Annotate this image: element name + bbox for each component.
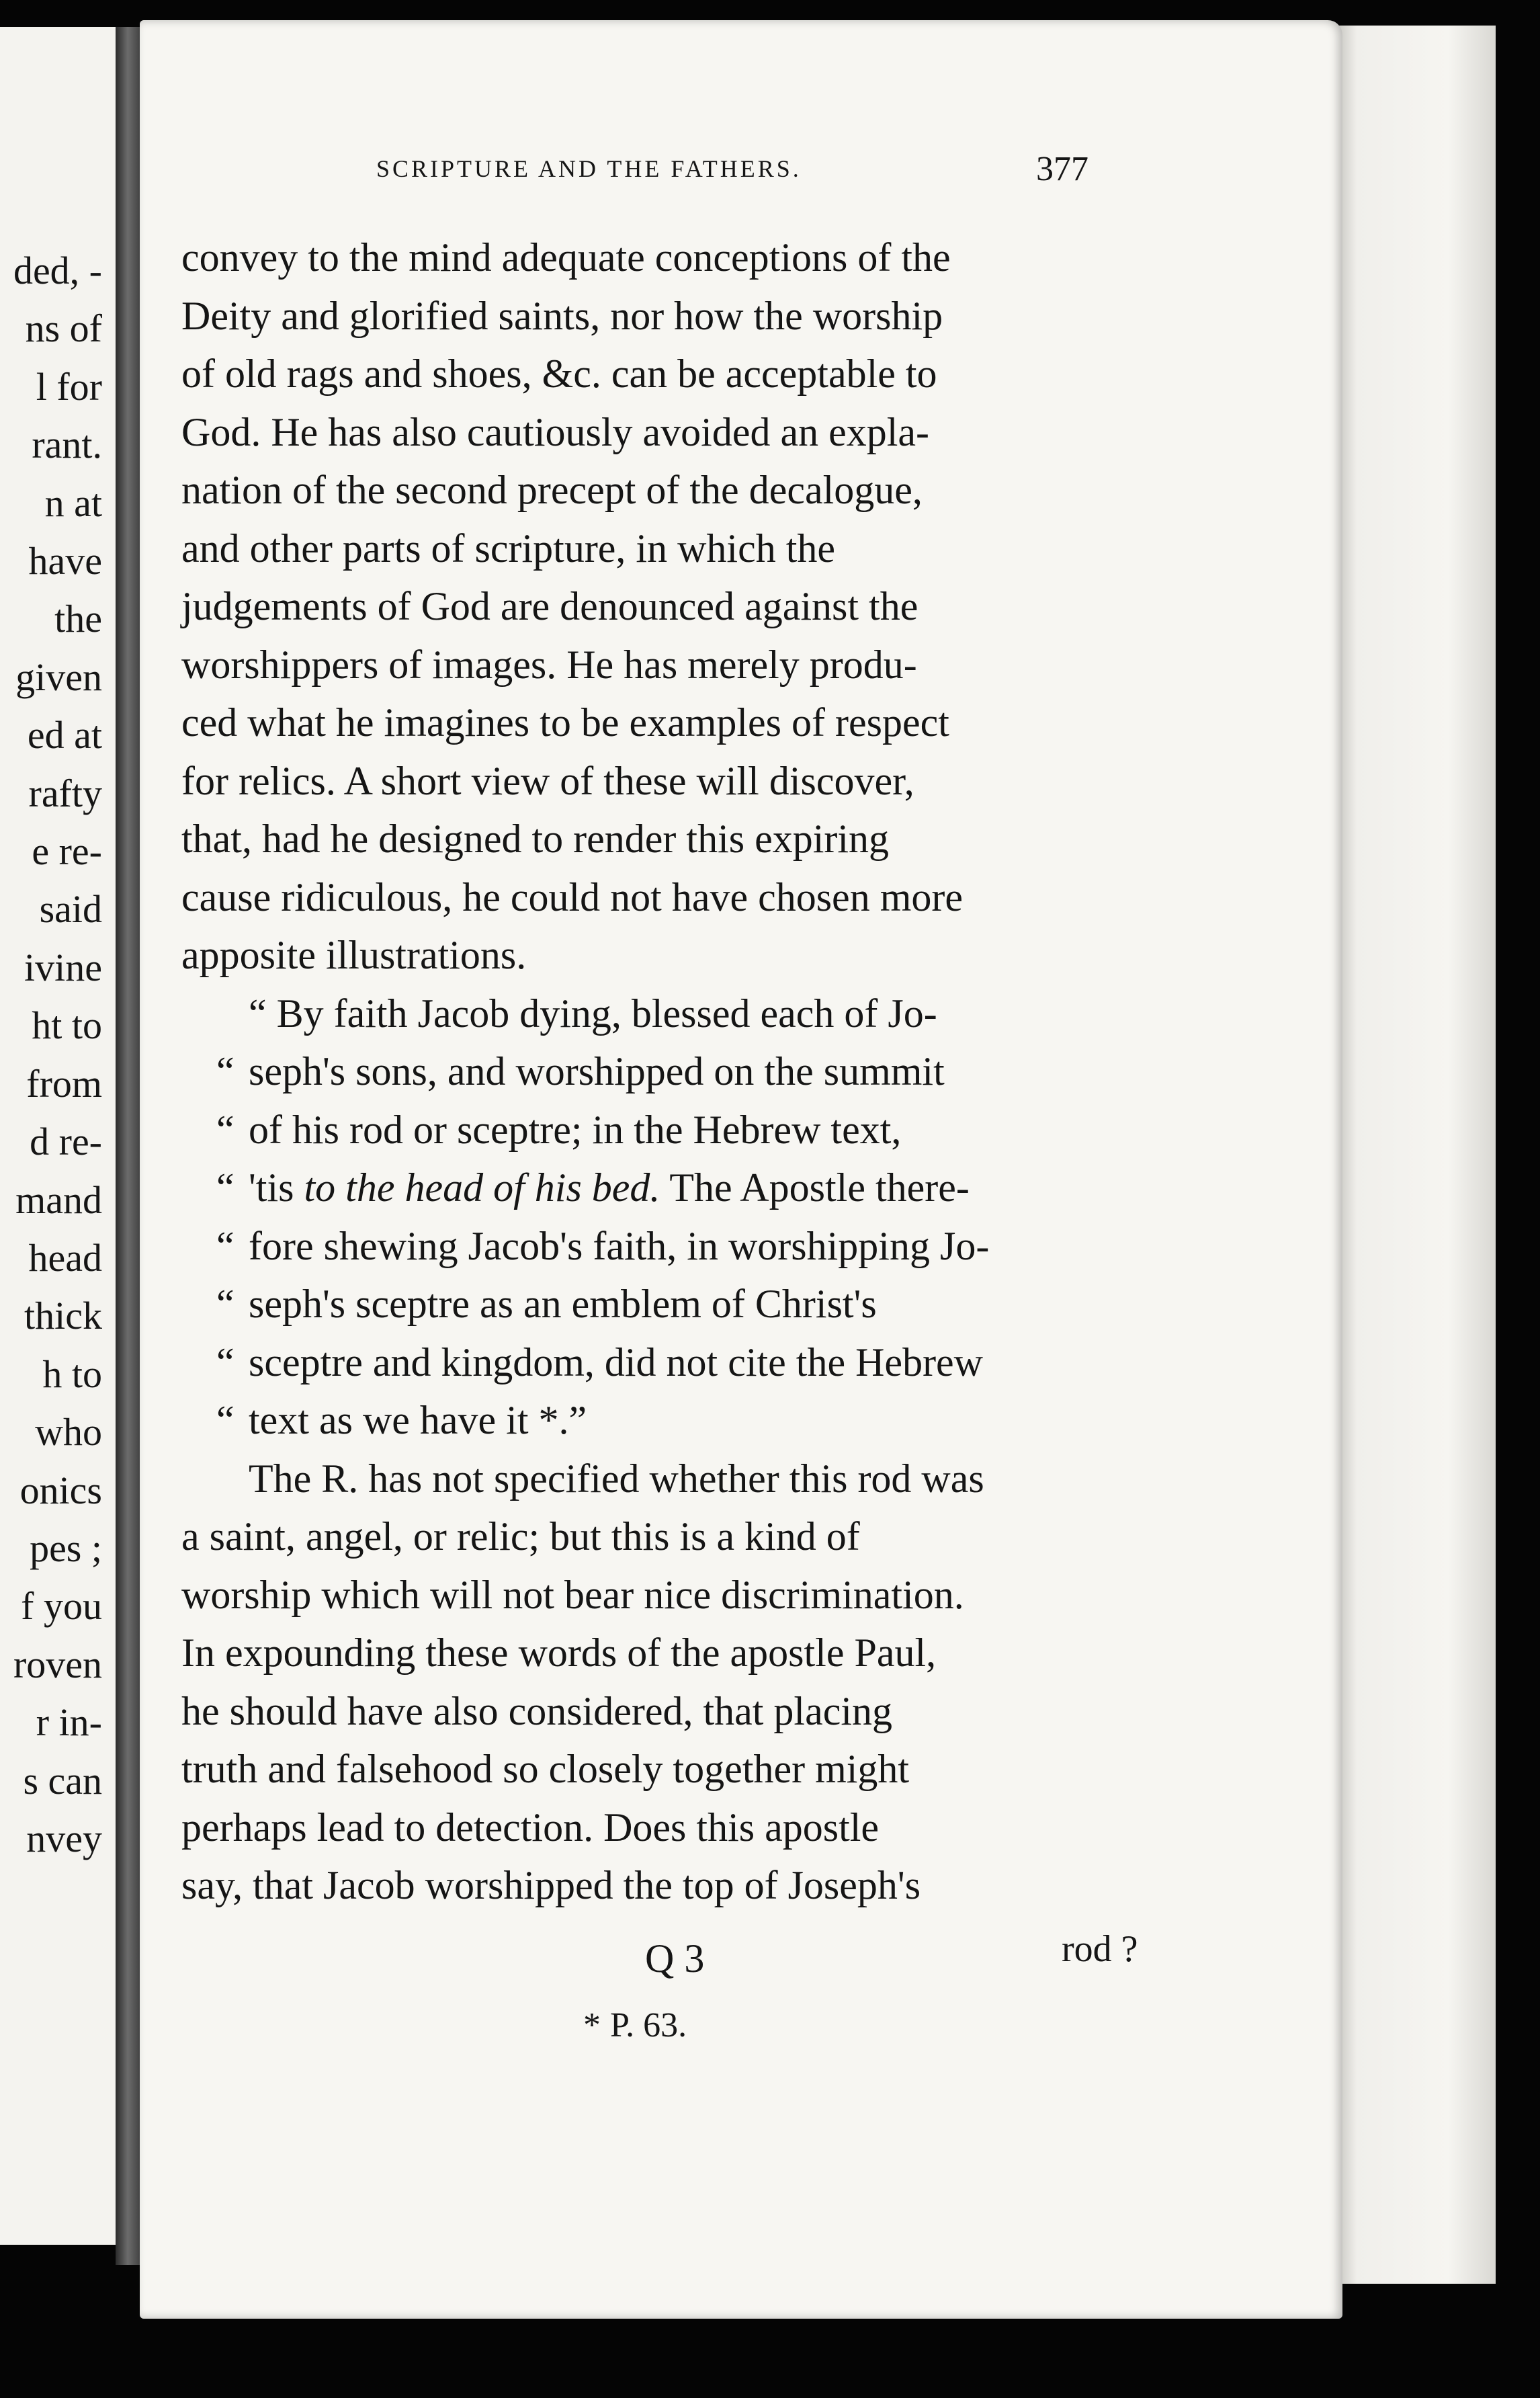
line-text: and other parts of scripture, in which the bbox=[181, 526, 836, 571]
text-line bbox=[181, 345, 1122, 403]
line-text: The Apostle there- bbox=[660, 1165, 970, 1210]
facing-page-line: f you bbox=[21, 1584, 102, 1628]
text-line bbox=[181, 752, 1122, 811]
line-text: seph's sons, and worshipped on the summit bbox=[249, 1049, 945, 1093]
line-text: 'tis bbox=[249, 1165, 304, 1210]
text-line bbox=[181, 1042, 1122, 1101]
facing-page-line: ded, - bbox=[13, 249, 102, 292]
footnote-mark: * bbox=[583, 2006, 601, 2044]
text-line bbox=[181, 926, 1122, 985]
italic-phrase: to the head of his bed. bbox=[304, 1165, 660, 1210]
text-line bbox=[181, 868, 1122, 927]
running-title: SCRIPTURE AND THE FATHERS. bbox=[376, 155, 802, 182]
facing-page-line: d re- bbox=[30, 1120, 102, 1164]
text-line bbox=[181, 1856, 1122, 1915]
facing-page-line: head bbox=[28, 1235, 102, 1280]
facing-page-line: h to bbox=[42, 1352, 102, 1396]
facing-page-line: who bbox=[35, 1410, 102, 1454]
line-text: judgements of God are denounced against the bbox=[181, 584, 918, 628]
line-text: perhaps lead to detection. Does this apostle bbox=[181, 1805, 880, 1850]
line-text: sceptre and kingdom, did not cite the Hebrew bbox=[249, 1339, 984, 1384]
facing-page-line: s can bbox=[23, 1758, 102, 1803]
facing-page-line: ivine bbox=[24, 945, 102, 989]
text-line bbox=[181, 1101, 1122, 1159]
line-text: of his rod or sceptre; in the Hebrew text, bbox=[249, 1107, 902, 1152]
quote-mark: “ bbox=[216, 1223, 234, 1268]
line-text: apposite illustrations. bbox=[181, 933, 527, 977]
facing-page-line: rant. bbox=[32, 423, 102, 467]
facing-page-line: l for bbox=[36, 364, 102, 409]
facing-page-line: ns of bbox=[25, 306, 102, 351]
text-line bbox=[181, 1333, 1122, 1392]
line-text: In expounding these words of the apostle Paul, bbox=[181, 1630, 937, 1675]
running-head bbox=[376, 149, 1088, 196]
facing-page-line: nvey bbox=[26, 1816, 102, 1860]
facing-page-line: roven bbox=[13, 1642, 102, 1686]
text-line bbox=[181, 520, 1122, 578]
text-line bbox=[181, 1740, 1122, 1798]
text-line bbox=[181, 1798, 1122, 1857]
facing-page-line: n at bbox=[44, 481, 102, 525]
text-line bbox=[181, 229, 1122, 287]
page-number: 377 bbox=[1036, 150, 1088, 188]
text-line bbox=[181, 985, 1122, 1043]
catchword: rod ? bbox=[1062, 1928, 1138, 1970]
facing-page-line: onics bbox=[19, 1468, 102, 1512]
line-text: that, had he designed to render this expiring bbox=[181, 817, 890, 861]
line-text: nation of the second precept of the decalogue, bbox=[181, 468, 923, 512]
text-line bbox=[181, 287, 1122, 345]
line-text: a saint, angel, or relic; but this is a kind of bbox=[181, 1514, 860, 1559]
text-line bbox=[181, 1391, 1122, 1450]
text-line bbox=[181, 403, 1122, 462]
line-text: for relics. A short view of these will discover, bbox=[181, 758, 914, 803]
quote-mark: “ bbox=[216, 1049, 234, 1093]
line-text: “ By faith Jacob dying, blessed each of Jo- bbox=[249, 991, 937, 1036]
quote-mark: “ bbox=[216, 1107, 234, 1152]
line-text: text as we have it *.” bbox=[249, 1398, 587, 1442]
text-line bbox=[181, 1682, 1122, 1741]
text-line bbox=[181, 1450, 1122, 1508]
text-line bbox=[181, 461, 1122, 520]
text-line bbox=[181, 1159, 1122, 1217]
text-line bbox=[181, 1275, 1122, 1333]
page-edge-stack bbox=[1334, 26, 1496, 2284]
facing-page-line: have bbox=[28, 539, 102, 583]
facing-page-line: ed at bbox=[27, 713, 102, 757]
signature-mark: Q 3 bbox=[645, 1936, 705, 1981]
facing-page-line: e re- bbox=[32, 829, 102, 874]
line-text: God. He has also cautiously avoided an expla- bbox=[181, 409, 930, 454]
body-text bbox=[181, 229, 1122, 1915]
line-text: seph's sceptre as an emblem of Christ's bbox=[249, 1282, 877, 1326]
line-text: cause ridiculous, he could not have chosen more bbox=[181, 874, 963, 919]
line-text: convey to the mind adequate conceptions of the bbox=[181, 235, 951, 280]
text-line bbox=[181, 1507, 1122, 1566]
footnote bbox=[583, 2006, 687, 2045]
text-line bbox=[181, 1624, 1122, 1682]
line-text: ced what he imagines to be examples of respect bbox=[181, 700, 949, 745]
facing-page-line: the bbox=[54, 597, 102, 641]
facing-page-line: mand bbox=[15, 1177, 102, 1222]
facing-page-edge bbox=[0, 27, 120, 2245]
footnote-text: P. 63. bbox=[610, 2006, 687, 2044]
text-line bbox=[181, 1566, 1122, 1624]
text-line bbox=[181, 577, 1122, 636]
quote-mark: “ bbox=[216, 1282, 234, 1326]
quote-mark: “ bbox=[216, 1398, 234, 1442]
quote-mark: “ bbox=[216, 1165, 234, 1210]
facing-page-line: rafty bbox=[28, 771, 102, 815]
facing-page-line: ht to bbox=[32, 1003, 102, 1048]
facing-page-line: from bbox=[26, 1061, 102, 1106]
text-line bbox=[181, 810, 1122, 868]
line-text: worshippers of images. He has merely produ- bbox=[181, 642, 917, 687]
line-text: The R. has not specified whether this rod was bbox=[249, 1456, 984, 1501]
line-text: say, that Jacob worshipped the top of Joseph's bbox=[181, 1863, 921, 1907]
facing-page-line: said bbox=[39, 887, 102, 932]
quote-mark: “ bbox=[216, 1339, 234, 1384]
facing-page-line: pes ; bbox=[30, 1526, 102, 1570]
book-gutter bbox=[116, 27, 142, 2265]
facing-page-text bbox=[13, 242, 102, 1868]
line-text: worship which will not bear nice discrimination. bbox=[181, 1572, 964, 1617]
line-text: Deity and glorified saints, nor how the worship bbox=[181, 293, 943, 338]
line-text: truth and falsehood so closely together might bbox=[181, 1747, 910, 1791]
line-text: fore shewing Jacob's faith, in worshipping Jo- bbox=[249, 1223, 990, 1268]
facing-page-line: r in- bbox=[36, 1700, 102, 1745]
line-text: he should have also considered, that placing bbox=[181, 1688, 893, 1733]
text-line bbox=[181, 1217, 1122, 1276]
line-text: of old rags and shoes, &c. can be acceptable to bbox=[181, 352, 937, 396]
text-line bbox=[181, 694, 1122, 752]
facing-page-line: thick bbox=[24, 1294, 102, 1338]
facing-page-line: given bbox=[15, 655, 102, 699]
text-line bbox=[181, 636, 1122, 694]
